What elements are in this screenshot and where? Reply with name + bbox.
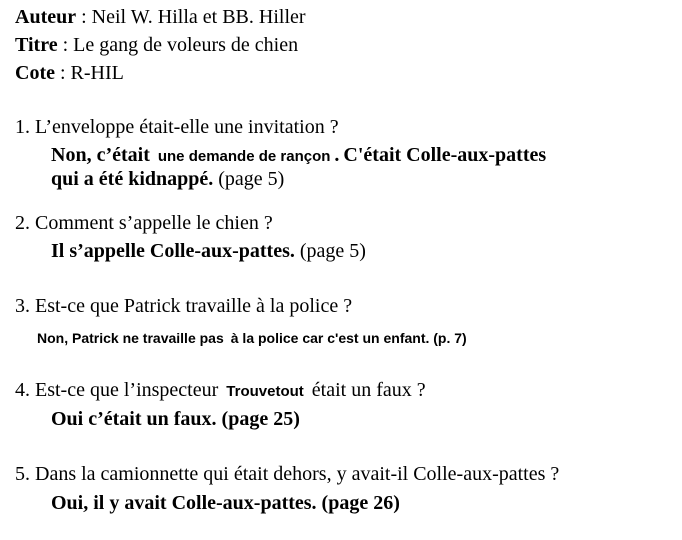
answer-1-part-d: C'était Colle-aux-pattes bbox=[343, 144, 547, 166]
title-label: Titre bbox=[15, 34, 58, 56]
question-4-name: Trouvetout bbox=[226, 383, 304, 400]
question-5: 5. Dans la camionnette qui était dehors, y avait-il Colle-aux-pattes ? bbox=[15, 463, 560, 485]
answer-2 bbox=[51, 240, 366, 263]
question-4-part-a: 4. Est-ce que l’inspecteur bbox=[15, 379, 219, 401]
answer-1-part-a: Non, c’était bbox=[51, 144, 150, 166]
answer-3-part-b: à la police car c'est un enfant. (p. 7) bbox=[230, 330, 467, 346]
answer-1-line-2-text: qui a été kidnappé. bbox=[51, 168, 214, 190]
answer-2-text: Il s’appelle Colle-aux-pattes. bbox=[51, 240, 295, 262]
question-4 bbox=[15, 379, 426, 402]
title-line bbox=[15, 34, 298, 57]
answer-1-part-c: . bbox=[334, 144, 340, 166]
answer-4: Oui c’était un faux. (page 25) bbox=[51, 408, 300, 430]
answer-2-page: (page 5) bbox=[294, 240, 366, 262]
answer-1-line-1 bbox=[51, 144, 546, 168]
author-value: Neil W. Hilla et BB. Hiller bbox=[91, 6, 306, 28]
question-1: 1. L’enveloppe était-elle une invitation ? bbox=[15, 116, 339, 138]
cote-sep: : bbox=[54, 62, 71, 84]
question-4-part-b: était un faux ? bbox=[311, 379, 426, 401]
author-sep: : bbox=[76, 6, 92, 28]
cote-line bbox=[15, 62, 124, 85]
title-sep: : bbox=[57, 34, 74, 56]
question-2: 2. Comment s’appelle le chien ? bbox=[15, 212, 273, 234]
title-value: Le gang de voleurs de chien bbox=[73, 34, 299, 56]
author-line bbox=[15, 6, 306, 29]
cote-label: Cote bbox=[15, 62, 55, 84]
answer-1-line-2 bbox=[51, 168, 284, 191]
answer-1-part-b: une demande de rançon bbox=[157, 148, 331, 165]
answer-1-page: (page 5) bbox=[213, 168, 285, 190]
answer-3-part-a: Non, Patrick ne travaille pas bbox=[37, 330, 224, 346]
cote-value: R-HIL bbox=[70, 62, 124, 84]
question-3: 3. Est-ce que Patrick travaille à la police ? bbox=[15, 295, 353, 317]
answer-3 bbox=[37, 330, 467, 348]
answer-5: Oui, il y avait Colle-aux-pattes. (page 26) bbox=[51, 492, 400, 514]
author-label: Auteur bbox=[15, 6, 77, 28]
